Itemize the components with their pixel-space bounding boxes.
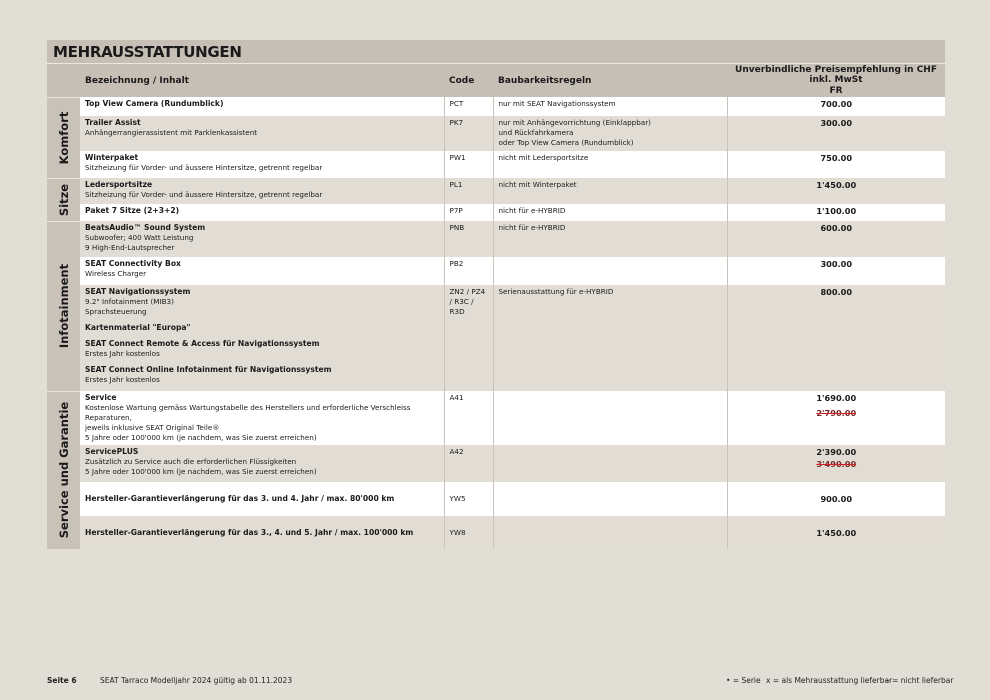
- text: Hersteller-Garantieverlängerung für das 3. und 4. Jahr / max. 80'000 km: [85, 494, 395, 503]
- text: Zusätzlich zu Service auch die erforderlichen Flüssigkeiten: [85, 457, 297, 466]
- option-code: A42: [444, 445, 493, 482]
- text: Sprachsteuerung: [85, 307, 147, 316]
- option-code: PW1: [444, 151, 493, 178]
- option-name-cell: [80, 391, 444, 445]
- text: 9 High-End-Lautsprecher: [85, 243, 175, 252]
- text: ServicePLUS: [85, 447, 139, 456]
- option-price: [727, 516, 945, 549]
- option-name-cell: [80, 178, 444, 204]
- legend-not-available: – = nicht lieferbar: [886, 676, 954, 685]
- text: Kostenlose Wartung gemäss Wartungstabelle des Herstellers und erforderliche Verschleiss Reparaturen,: [85, 403, 411, 422]
- section-title: MEHRAUSSTATTUNGEN: [47, 40, 945, 64]
- text: 750.00: [820, 153, 853, 163]
- table-row: [47, 482, 945, 516]
- text: nicht für e-HYBRID: [498, 206, 566, 215]
- category-infotainment: [47, 221, 80, 391]
- text: Anhängerrangierassistent mit Parklenkassistent: [85, 128, 258, 137]
- table-row: [47, 445, 945, 482]
- text: nicht für e-HYBRID: [498, 223, 566, 232]
- header-price: [727, 64, 945, 97]
- option-price: [727, 204, 945, 221]
- text: Ledersportsitze: [85, 180, 153, 189]
- table-row: [47, 516, 945, 549]
- old-price: 2'790.00: [816, 408, 857, 418]
- option-code: ZN2 / PZ4 / R3C / R3D: [444, 285, 493, 391]
- text: 5 Jahre oder 100'000 km (je nachdem, was Sie zuerst erreichen): [85, 467, 317, 476]
- option-name-cell: [80, 221, 444, 257]
- text: 900.00: [820, 494, 853, 504]
- option-rules: [493, 151, 727, 178]
- text: Subwoofer; 400 Watt Leistung: [85, 233, 194, 242]
- text: jeweils inklusive SEAT Original Teile®: [85, 423, 220, 432]
- text: SEAT Navigationssystem: [85, 287, 191, 296]
- text: Service: [85, 393, 117, 402]
- option-code: PL1: [444, 178, 493, 204]
- text: 300.00: [820, 259, 853, 269]
- option-name-cell: [80, 257, 444, 285]
- text: oder Top View Camera (Rundumblick): [498, 138, 634, 147]
- text: nicht mit Winterpaket: [498, 180, 577, 189]
- text: Kartenmaterial "Europa": [85, 323, 191, 332]
- option-rules: [493, 285, 727, 391]
- option-price: [727, 445, 945, 482]
- table-row: [47, 178, 945, 204]
- option-rules: [493, 178, 727, 204]
- option-price: [727, 178, 945, 204]
- text: 1'450.00: [816, 180, 857, 190]
- text: 1'690.00: [816, 393, 857, 403]
- options-table-panel: [47, 40, 945, 549]
- category-service: [47, 391, 80, 549]
- option-name-cell: [80, 445, 444, 482]
- option-price: [727, 257, 945, 285]
- header-name: Bezeichnung / Inhalt: [85, 75, 189, 86]
- option-code: PK7: [444, 116, 493, 151]
- text: SEAT Connect Remote & Access für Navigationssystem: [85, 339, 320, 348]
- text: Paket 7 Sitze (2+3+2): [85, 206, 180, 215]
- text: Wireless Charger: [85, 269, 147, 278]
- header-rules: Baubarkeitsregeln: [498, 75, 592, 86]
- option-price: [727, 482, 945, 516]
- option-rules: [493, 97, 727, 116]
- text: 300.00: [820, 118, 853, 128]
- option-rules: [493, 482, 727, 516]
- table-row: [47, 97, 945, 116]
- text: Winterpaket: [85, 153, 139, 162]
- text: Unverbindliche Preisempfehlung in CHF: [735, 65, 937, 75]
- option-rules: [493, 116, 727, 151]
- text: 1'100.00: [816, 206, 857, 216]
- table-row: [47, 204, 945, 221]
- text: SEAT Connect Online Infotainment für Navigationssystem: [85, 365, 332, 374]
- text: Hersteller-Garantieverlängerung für das 3., 4. und 5. Jahr / max. 100'000 km: [85, 527, 414, 537]
- text: Top View Camera (Rundumblick): [85, 99, 224, 108]
- text: 700.00: [820, 99, 853, 109]
- option-code: PNB: [444, 221, 493, 257]
- text: Trailer Assist: [85, 118, 141, 127]
- option-name-cell: [80, 285, 444, 391]
- text: inkl. MwSt: [809, 75, 863, 85]
- option-price: [727, 116, 945, 151]
- option-code: A41: [444, 391, 493, 445]
- text: und Rückfahrkamera: [498, 128, 574, 137]
- option-code: P7P: [444, 204, 493, 221]
- option-rules: [493, 445, 727, 482]
- text: Infotainment: [56, 263, 71, 349]
- text: Sitze: [56, 183, 71, 216]
- text: nur mit Anhängevorrichtung (Einklappbar): [498, 118, 651, 127]
- table-row: [47, 285, 945, 391]
- option-price: [727, 285, 945, 391]
- footer-model: SEAT Tarraco Modelljahr 2024 gültig ab 01.11.2023: [100, 676, 293, 685]
- option-name-cell: [80, 204, 444, 221]
- option-price: [727, 221, 945, 257]
- old-price: 3'490.00: [816, 459, 857, 469]
- text: 2'390.00: [816, 447, 857, 457]
- text: Komfort: [56, 111, 71, 164]
- text: 1'450.00: [816, 527, 857, 538]
- text: Sitzheizung für Vorder- und äussere Hintersitze, getrennt regelbar: [85, 190, 323, 199]
- text: FR: [829, 86, 843, 96]
- text: 800.00: [820, 287, 853, 297]
- option-rules: [493, 391, 727, 445]
- option-price: [727, 151, 945, 178]
- text: 5 Jahre oder 100'000 km (je nachdem, was Sie zuerst erreichen): [85, 433, 317, 442]
- footer-page: Seite 6: [47, 676, 77, 685]
- text: Service und Garantie: [56, 402, 71, 539]
- header-code: Code: [449, 75, 475, 86]
- table-row: [47, 116, 945, 151]
- option-name-cell: [80, 516, 444, 549]
- text: nur mit SEAT Navigationssystem: [498, 99, 616, 108]
- option-name-cell: [80, 97, 444, 116]
- text: Serienausstattung für e-HYBRID: [498, 287, 614, 296]
- text: SEAT Connectivity Box: [85, 259, 181, 268]
- text: 9.2" Infotainment (MIB3): [85, 297, 174, 306]
- option-price: [727, 97, 945, 116]
- text: nicht mit Ledersportsitze: [498, 153, 589, 162]
- text: BeatsAudio™ Sound System: [85, 223, 206, 232]
- table-row: [47, 151, 945, 178]
- legend-serie: • = Serie: [726, 676, 761, 685]
- option-name-cell: [80, 116, 444, 151]
- text: Erstes Jahr kostenlos: [85, 349, 160, 358]
- category-komfort: [47, 97, 80, 178]
- option-rules: [493, 204, 727, 221]
- option-rules: [493, 516, 727, 549]
- option-code: PCT: [444, 97, 493, 116]
- option-rules: [493, 257, 727, 285]
- text: 600.00: [820, 223, 853, 233]
- table-row: [47, 391, 945, 445]
- text: Erstes Jahr kostenlos: [85, 375, 160, 384]
- table-row: [47, 221, 945, 257]
- option-name-cell: [80, 151, 444, 178]
- option-name-cell: [80, 482, 444, 516]
- table-header: [47, 64, 945, 97]
- option-code: YW5: [444, 482, 493, 516]
- option-rules: [493, 221, 727, 257]
- option-price: [727, 391, 945, 445]
- option-code: PB2: [444, 257, 493, 285]
- category-sitze: [47, 178, 80, 221]
- legend-option: x = als Mehrausstattung lieferbar: [766, 676, 893, 685]
- table-row: [47, 257, 945, 285]
- text: Sitzheizung für Vorder- und äussere Hintersitze, getrennt regelbar: [85, 163, 323, 172]
- options-table: [47, 64, 945, 549]
- option-code: YW8: [444, 516, 493, 549]
